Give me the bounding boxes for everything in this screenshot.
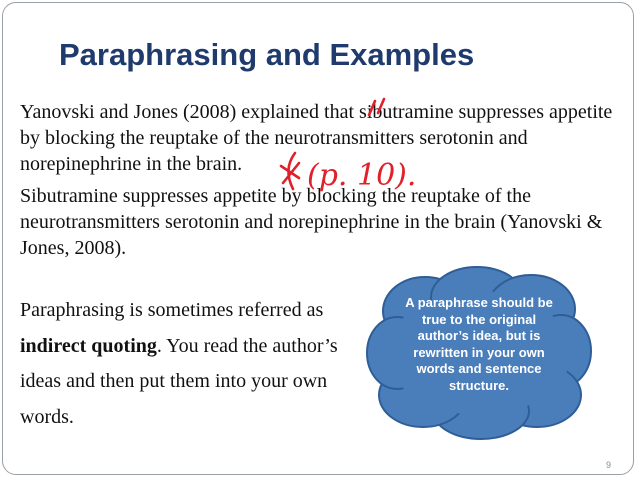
indirect-quoting-term: indirect quoting xyxy=(20,334,157,357)
paraphrase-example-text: Sibutramine suppresses appetite by blocking the reuptake of the neurotransmitters serotonin and norepinephrine in the brain (Yanovski & Jones, 2008). xyxy=(20,185,603,259)
original-quote-text: Yanovski and Jones (2008) explained that sibutramine suppresses appetite by blocking the reuptake of the neurotransmitters serotonin and norepinephrine in the brain. xyxy=(20,101,613,175)
slide-frame xyxy=(2,2,634,475)
indirect-text-after: . You read the author’s ideas and then put them into your own words. xyxy=(20,334,338,428)
paraphrase-cloud-callout xyxy=(365,265,593,441)
indirect-quoting-explanation xyxy=(20,293,365,435)
page-number: 9 xyxy=(605,460,611,470)
indirect-text-before: Paraphrasing is sometimes referred as xyxy=(20,299,324,321)
callout-text: A paraphrase should be true to the original author’s idea, but is rewritten in your own words and sentence structure. xyxy=(405,295,553,393)
slide-title: Paraphrasing and Examples xyxy=(59,37,475,72)
handwritten-citation-annotation: (p. 10). xyxy=(307,158,417,193)
